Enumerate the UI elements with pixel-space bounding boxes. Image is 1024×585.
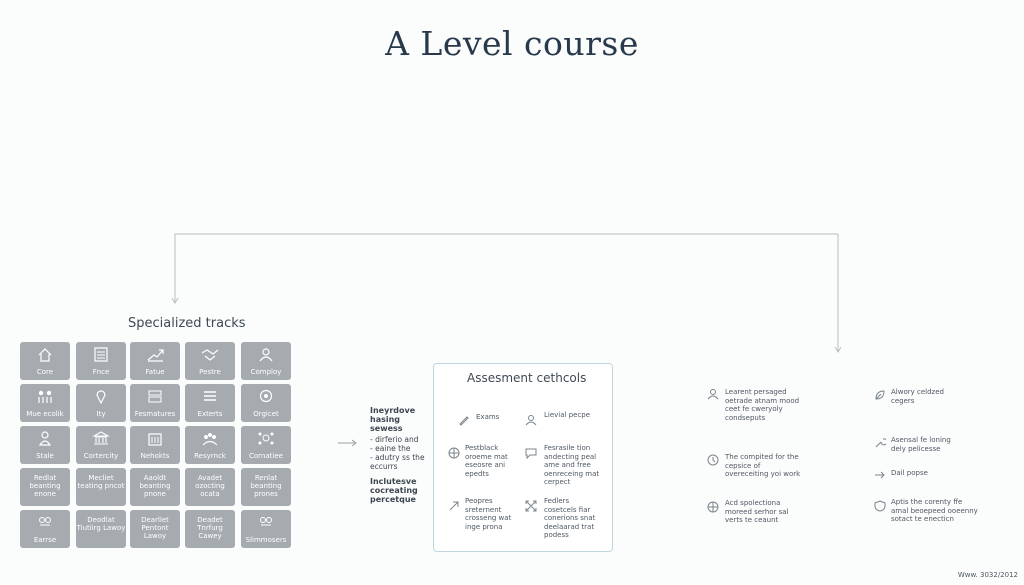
- track-tile-label: Avadet ozocting ocata: [195, 474, 225, 498]
- track-tile[interactable]: [241, 468, 291, 506]
- wrench-icon: [874, 434, 886, 446]
- engagement-line: eccurrs: [370, 462, 398, 471]
- arrow-right-icon: [874, 466, 886, 478]
- cards-icon: [130, 389, 180, 404]
- page-title: A Level course: [385, 24, 639, 63]
- track-tile[interactable]: [241, 510, 291, 548]
- inclusive-heading: Inclutesve cocreating percetque: [370, 477, 418, 504]
- track-tile-label: Comploy: [250, 368, 282, 376]
- pathway-item: Alwory celdzed cegers: [891, 388, 944, 405]
- footer-note: Www. 3032/2012: [957, 571, 1018, 579]
- track-tile[interactable]: [76, 384, 126, 422]
- track-tile-label: Resyrnck: [194, 452, 226, 460]
- team-icon: [241, 347, 291, 362]
- calculator-icon: [76, 347, 126, 362]
- chat-icon: [525, 444, 537, 456]
- pin-icon: [76, 389, 126, 404]
- outcome-item: Acd spolectiona moreed serhor sal verts te ceaunt: [725, 499, 789, 524]
- track-tile[interactable]: [20, 468, 70, 506]
- track-tile-label: Earrse: [33, 536, 57, 544]
- group-icon: [185, 431, 235, 446]
- specialized-tracks-grid: [20, 342, 294, 548]
- specialized-tracks-heading: Specialized tracks: [128, 316, 246, 331]
- track-tile-label: Fesmatures: [134, 410, 176, 418]
- list-icon: [185, 389, 235, 404]
- pathway-item: Aptis the corenty ffe amal beoepeed ooeenny sotact te enecticn: [891, 498, 978, 523]
- building-icon: [130, 431, 180, 446]
- track-tile-label: Fatue: [145, 368, 165, 376]
- engagement-heading: Ineyrdove hasing sewess: [370, 406, 416, 433]
- handshake-icon: [185, 347, 235, 362]
- clock-icon: [707, 451, 719, 463]
- track-tile-label: Orgicet: [253, 410, 279, 418]
- track-tile[interactable]: [20, 342, 70, 380]
- track-tile-label: Dearllet Pentont Lawoy: [141, 516, 169, 540]
- chain-icon: [20, 515, 70, 530]
- track-tile[interactable]: [241, 342, 291, 380]
- outcome-item: Learent persaged oetrade atnam mood ceet fe cweryoly condseputs: [725, 388, 800, 422]
- track-tile[interactable]: [76, 426, 126, 464]
- assessment-item: Peopres sreternent crosseng wat inge prona: [465, 497, 512, 531]
- assessment-item: Fesrasile tion andecting peal ame and free oenreceing mat cerpect: [544, 444, 600, 486]
- track-tile-label: Slimmosers: [245, 536, 287, 544]
- person-icon: [20, 431, 70, 446]
- track-tile-label: Mue ecolik: [26, 410, 64, 418]
- engagement-line: - dirferio and: [370, 435, 419, 444]
- track-tile[interactable]: [76, 468, 126, 506]
- track-tile[interactable]: [241, 426, 291, 464]
- track-tile[interactable]: [130, 468, 180, 506]
- track-tile-label: Core: [36, 368, 54, 376]
- track-tile[interactable]: [130, 426, 180, 464]
- track-tile[interactable]: [185, 384, 235, 422]
- outcome-item: The compited for the cepsice of overeceiting yoi work: [725, 453, 801, 478]
- pathway-item: Dail popse: [891, 469, 928, 477]
- pencil-icon: [458, 411, 470, 423]
- track-tile-label: Redlat beanting enone: [29, 474, 61, 498]
- assessment-item: Lievial pecpe: [544, 411, 591, 419]
- track-tile-label: Pestre: [199, 368, 221, 376]
- track-tile-label: Mecliet teating pncot: [77, 474, 125, 490]
- track-tile-label: Cortercity: [83, 452, 119, 460]
- engagement-line: - eaine the: [370, 444, 411, 453]
- track-tile[interactable]: [130, 342, 180, 380]
- assessment-item: Exams: [476, 413, 500, 421]
- globe-icon: [448, 444, 460, 456]
- track-tile[interactable]: [185, 342, 235, 380]
- track-tile[interactable]: [241, 384, 291, 422]
- track-tile[interactable]: [130, 384, 180, 422]
- track-tile-label: Deodlat Tiutiirg Lawoy: [76, 516, 126, 532]
- track-tile-label: Cornatiee: [249, 452, 283, 460]
- track-tile[interactable]: [20, 384, 70, 422]
- track-tile-label: Deadet Tnrfurg Cawey: [197, 516, 223, 540]
- track-tile[interactable]: [20, 510, 70, 548]
- person-icon: [707, 385, 719, 397]
- arrow-up-right-icon: [448, 497, 460, 509]
- track-tile[interactable]: [76, 510, 126, 548]
- track-tile-label: Renlat beanting prones: [250, 474, 282, 498]
- track-tile-label: Ity: [96, 410, 106, 418]
- network-icon: [241, 431, 291, 446]
- track-tile[interactable]: [185, 468, 235, 506]
- track-tile[interactable]: [76, 342, 126, 380]
- track-tile[interactable]: [130, 510, 180, 548]
- expand-icon: [525, 497, 537, 509]
- house-icon: [20, 347, 70, 362]
- engagement-line: - adutry ss the: [370, 453, 425, 462]
- track-tile[interactable]: [185, 510, 235, 548]
- leaf-icon: [874, 386, 886, 398]
- chain-icon: [241, 515, 291, 530]
- globe-icon: [707, 498, 719, 510]
- track-tile-label: Nehokts: [140, 452, 170, 460]
- assessment-heading: Assesment cethcols: [467, 371, 587, 385]
- track-tile[interactable]: [20, 426, 70, 464]
- assessment-methods-box: [433, 363, 613, 552]
- assessment-item: Pestblack oroeme mat eseosre ani epedts: [465, 444, 508, 478]
- track-tile-label: Fnce: [92, 368, 110, 376]
- user-icon: [525, 411, 537, 423]
- badge-icon: [241, 389, 291, 404]
- track-tile-label: Stale: [36, 452, 54, 460]
- pathway-item: Asensal fe loning dely pelicesse: [891, 436, 951, 453]
- bank-icon: [76, 431, 126, 446]
- people-icon: [20, 389, 70, 404]
- track-tile[interactable]: [185, 426, 235, 464]
- shield-icon: [874, 497, 886, 509]
- growth-chart-icon: [130, 347, 180, 362]
- track-tile-label: Exterts: [197, 410, 223, 418]
- assessment-item: Fedlers cosetcels fiar conerions snat deelaarad trat podess: [544, 497, 596, 539]
- track-tile-label: Aaoldt beanting pnone: [139, 474, 171, 498]
